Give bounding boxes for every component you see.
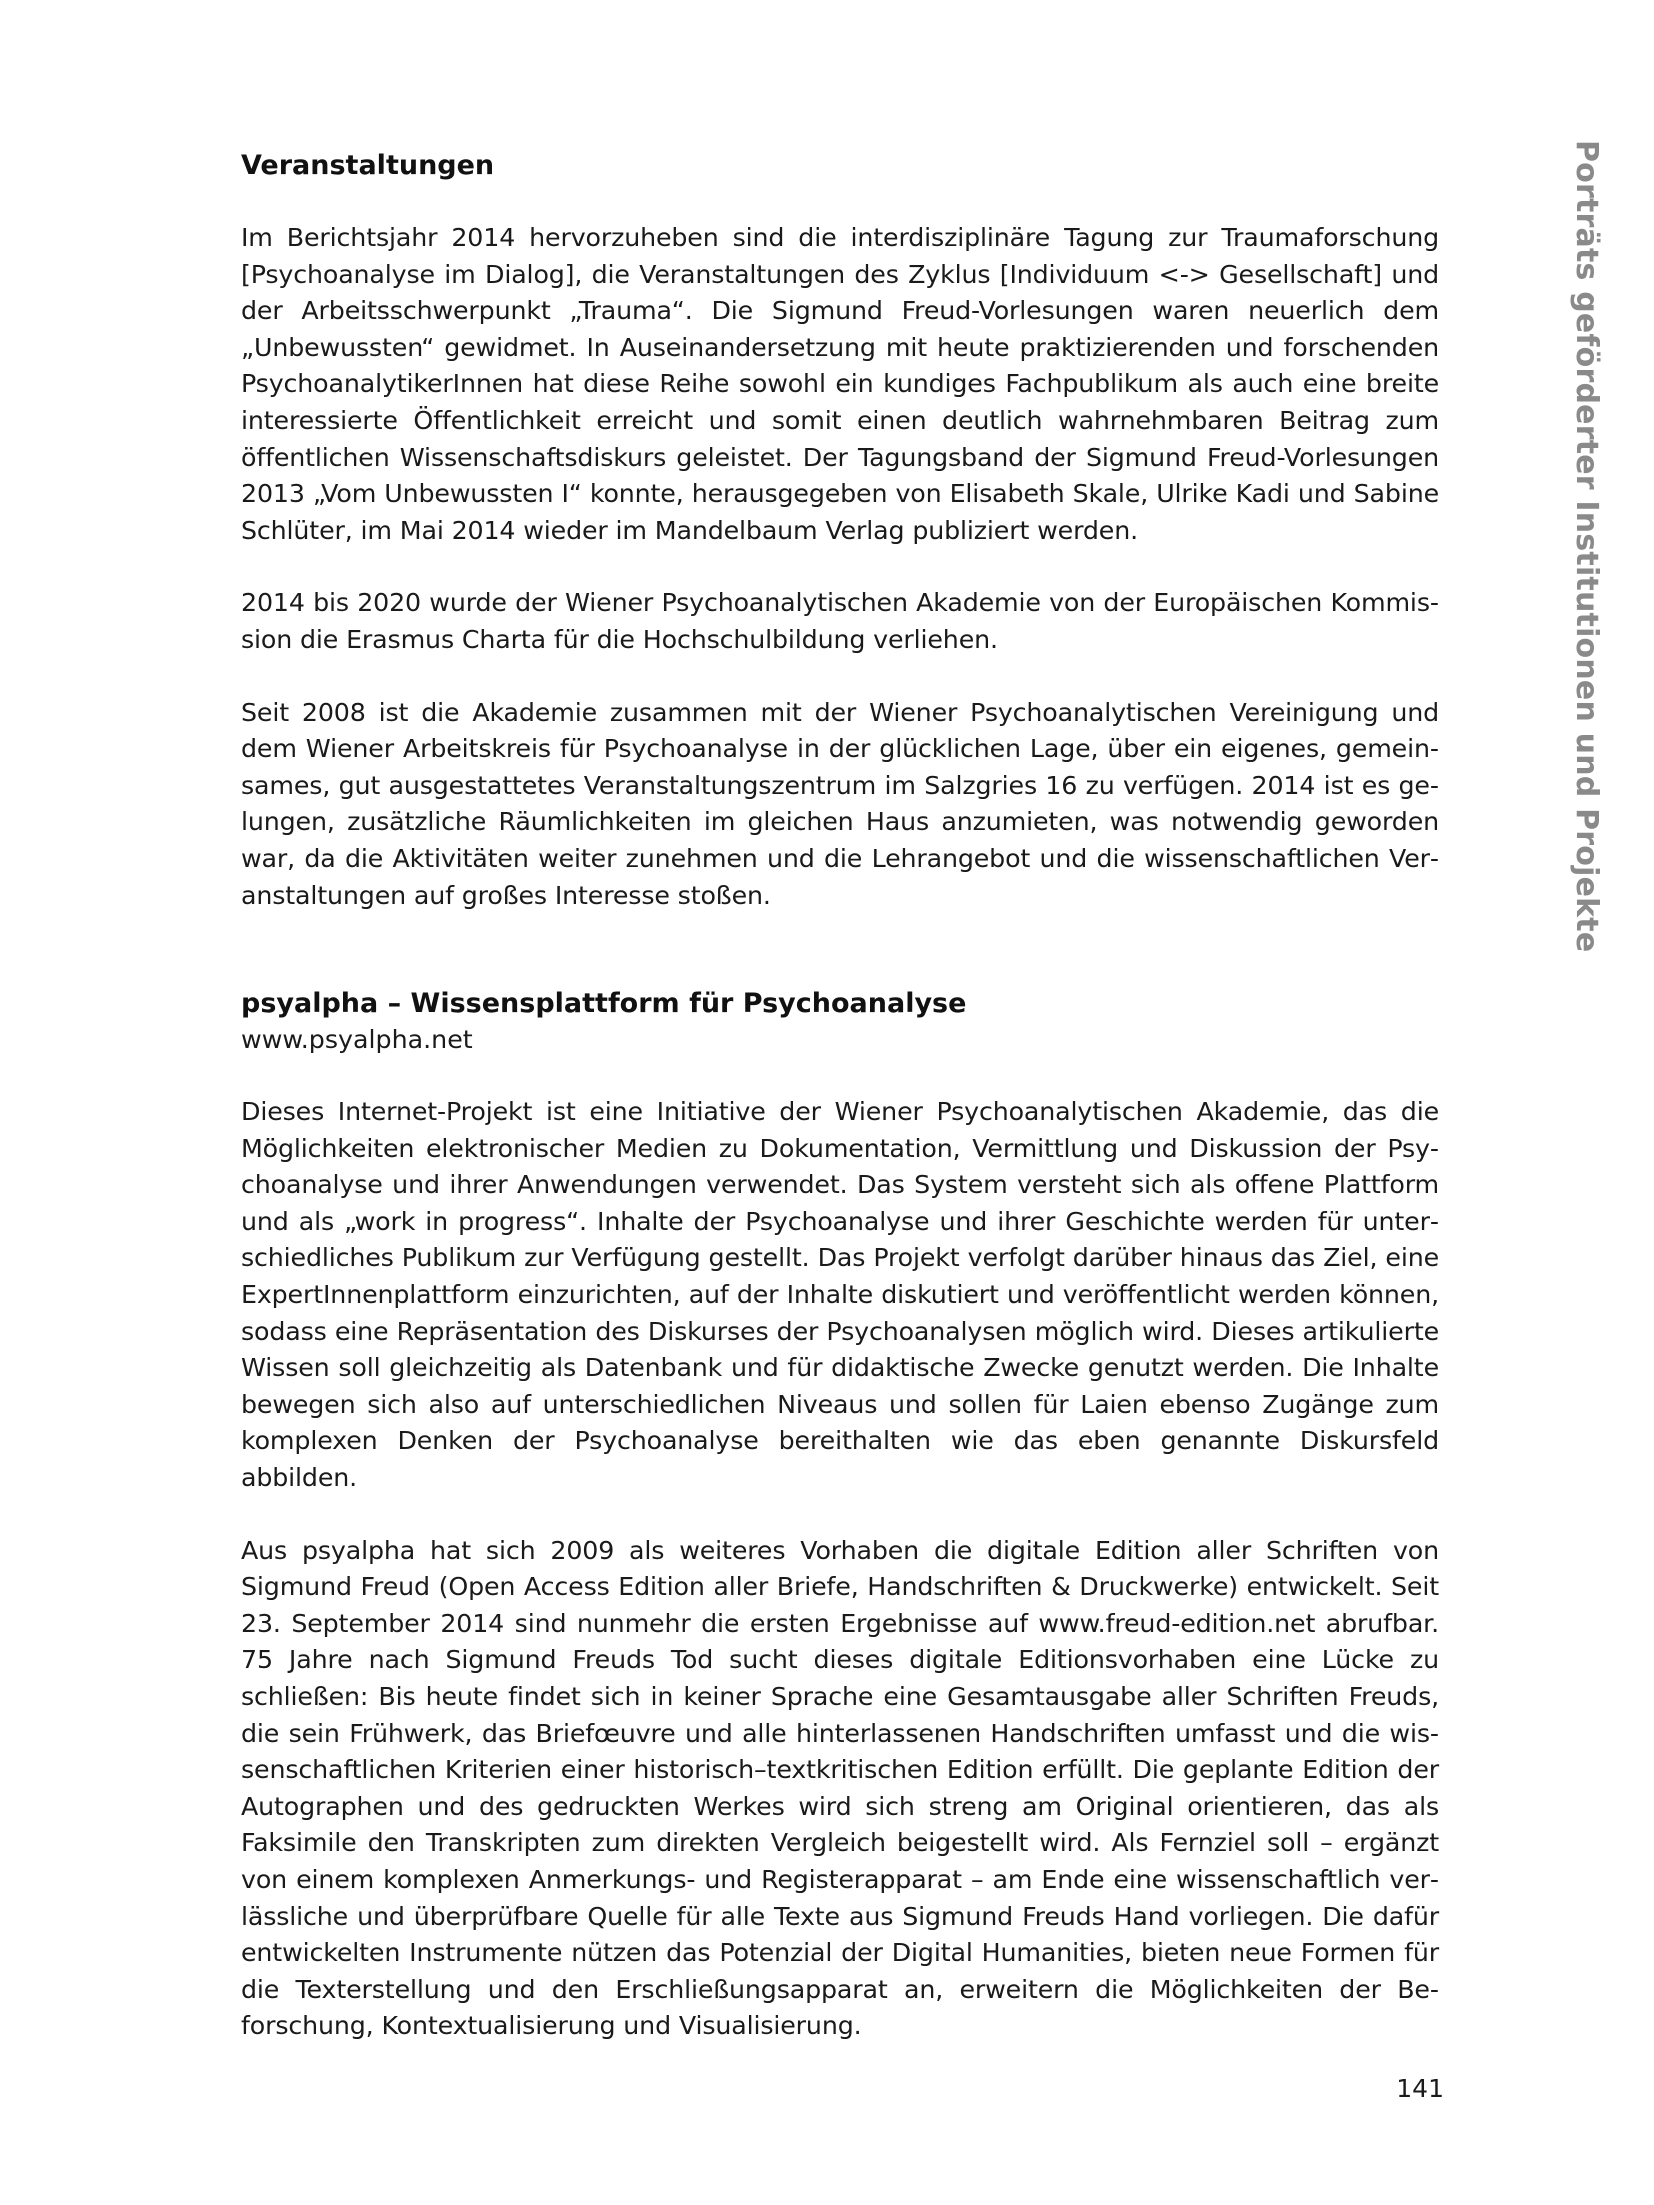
paragraph: Dieses Internet-Projekt ist eine Initiative der Wiener Psychoanalytischen Akademie, das die Möglichkeiten elektronischer Medien zu Dokumentation, Vermittlung und Diskussion der Psychoanalyse und ihrer Anwendungen verwendet. Das System versteht sich als offene Plattform und als „work in progress“. Inhalte der Psychoanalyse und ihrer Geschichte werden für unterschiedliches Publikum zur Verfügung gestellt. Das Projekt verfolgt darüber hinaus das Ziel, eine ExpertInnenplattform einzurichten, auf der Inhalte diskutiert und veröffentlicht werden können, sodass eine Repräsentation des Diskurses der Psychoanalysen möglich wird. Dieses artikulierte Wissen soll gleichzeitig als Datenbank und für didaktische Zwecke genutzt werden. Die Inhalte bewegen sich also auf unterschiedlichen Niveaus und sollen für Laien ebenso Zugänge zum komplexen Denken der Psychoanalyse bereithalten wie das eben genannte Diskursfeld abbilden. (241, 1097, 1439, 1493)
spacer (241, 184, 1439, 220)
paragraph: 2014 bis 2020 wurde der Wiener Psychoanalytischen Akademie von der Europäischen Kommission die Erasmus Charta für die Hochschulbildung verliehen. (241, 588, 1439, 654)
main-content (241, 148, 1439, 2045)
spacer (241, 1497, 1439, 1533)
running-head (1560, 140, 1604, 953)
spacer (241, 549, 1439, 585)
spacer (241, 914, 1439, 986)
page-number: 141 (1396, 2074, 1444, 2103)
running-head-text: Porträts geförderter Institutionen und Projekte (1569, 140, 1604, 953)
section-title-veranstaltungen: Veranstaltungen (241, 150, 495, 181)
section-title-psyalpha: psyalpha – Wissensplattform für Psychoanalyse (241, 988, 967, 1020)
spacer (241, 659, 1439, 695)
spacer (241, 1058, 1439, 1094)
psyalpha-url: www.psyalpha.net (241, 1025, 473, 1055)
paragraph: Aus psyalpha hat sich 2009 als weiteres Vorhaben die digitale Edition aller Schriften von Sigmund Freud (Open Access Edition aller Briefe, Handschriften & Druckwerke) entwickelt. Seit 23. September 2014 sind nunmehr die ersten Ergebnisse auf www.freud-edition.net abrufbar. 75 Jahre nach Sigmund Freuds Tod sucht dieses digitale Editionsvorhaben eine Lücke zu schließen: Bis heute findet sich in keiner Sprache eine Gesamtausgabe aller Schriften Freuds, die sein Frühwerk, das Briefœuvre und alle hinterlassenen Handschriften umfasst und die wissenschaftlichen Kriterien einer historisch–textkritischen Edition erfüllt. Die geplante Edition der Autographen und des gedruckten Werkes wird sich streng am Original orientieren, das als Faksimile den Transkripten zum direkten Vergleich beigestellt wird. Als Fernziel soll – ergänzt von einem komplexen Anmerkungs- und Registerapparat – am Ende eine wissenschaftlich verlässliche und überprüfbare Quelle für alle Texte aus Sigmund Freuds Hand vorliegen. Die dafür entwickelten Instrumente nützen das Potenzial der Digital Humanities, bieten neue Formen für die Texterstellung und den Erschließungsapparat an, erweitern die Möglichkeiten der Beforschung, Kontextualisierung und Visualisierung. (241, 1535, 1439, 2041)
paragraph: Im Berichtsjahr 2014 hervorzuheben sind die interdisziplinäre Tagung zur Traumaforschung [Psychoanalyse im Dialog], die Veranstaltungen des Zyklus [Individuum <-> Gesellschaft] und der Arbeitsschwerpunkt „Trauma“. Die Sigmund Freud-Vorlesungen waren neuerlich dem „Unbewussten“ gewidmet. In Auseinandersetzung mit heute praktizierenden und forschenden PsychoanalytikerInnen hat diese Reihe sowohl ein kundiges Fachpublikum als auch eine breite interessierte Öffentlichkeit erreicht und somit einen deutlich wahrnehmbaren Beitrag zum öffentlichen Wissenschaftsdiskurs geleistet. Der Tagungsband der Sigmund Freud-Vorlesungen 2013 „Vom Unbewussten I“ konnte, herausgegeben von Elisabeth Skale, Ulrike Kadi und Sabine Schlüter, im Mai 2014 wieder im Mandelbaum Verlag publiziert werden. (241, 223, 1439, 545)
paragraph: Seit 2008 ist die Akademie zusammen mit der Wiener Psychoanalytischen Vereinigung und dem Wiener Arbeitskreis für Psychoanalyse in der glücklichen Lage, über ein eigenes, gemeinsames, gut ausgestattetes Veranstaltungszentrum im Salzgries 16 zu verfügen. 2014 ist es gelungen, zusätzliche Räumlichkeiten im gleichen Haus anzumieten, was notwendig geworden war, da die Aktivitäten weiter zunehmen und die Lehrangebot und die wissenschaftlichen Veranstaltungen auf großes Interesse stoßen. (241, 697, 1439, 910)
